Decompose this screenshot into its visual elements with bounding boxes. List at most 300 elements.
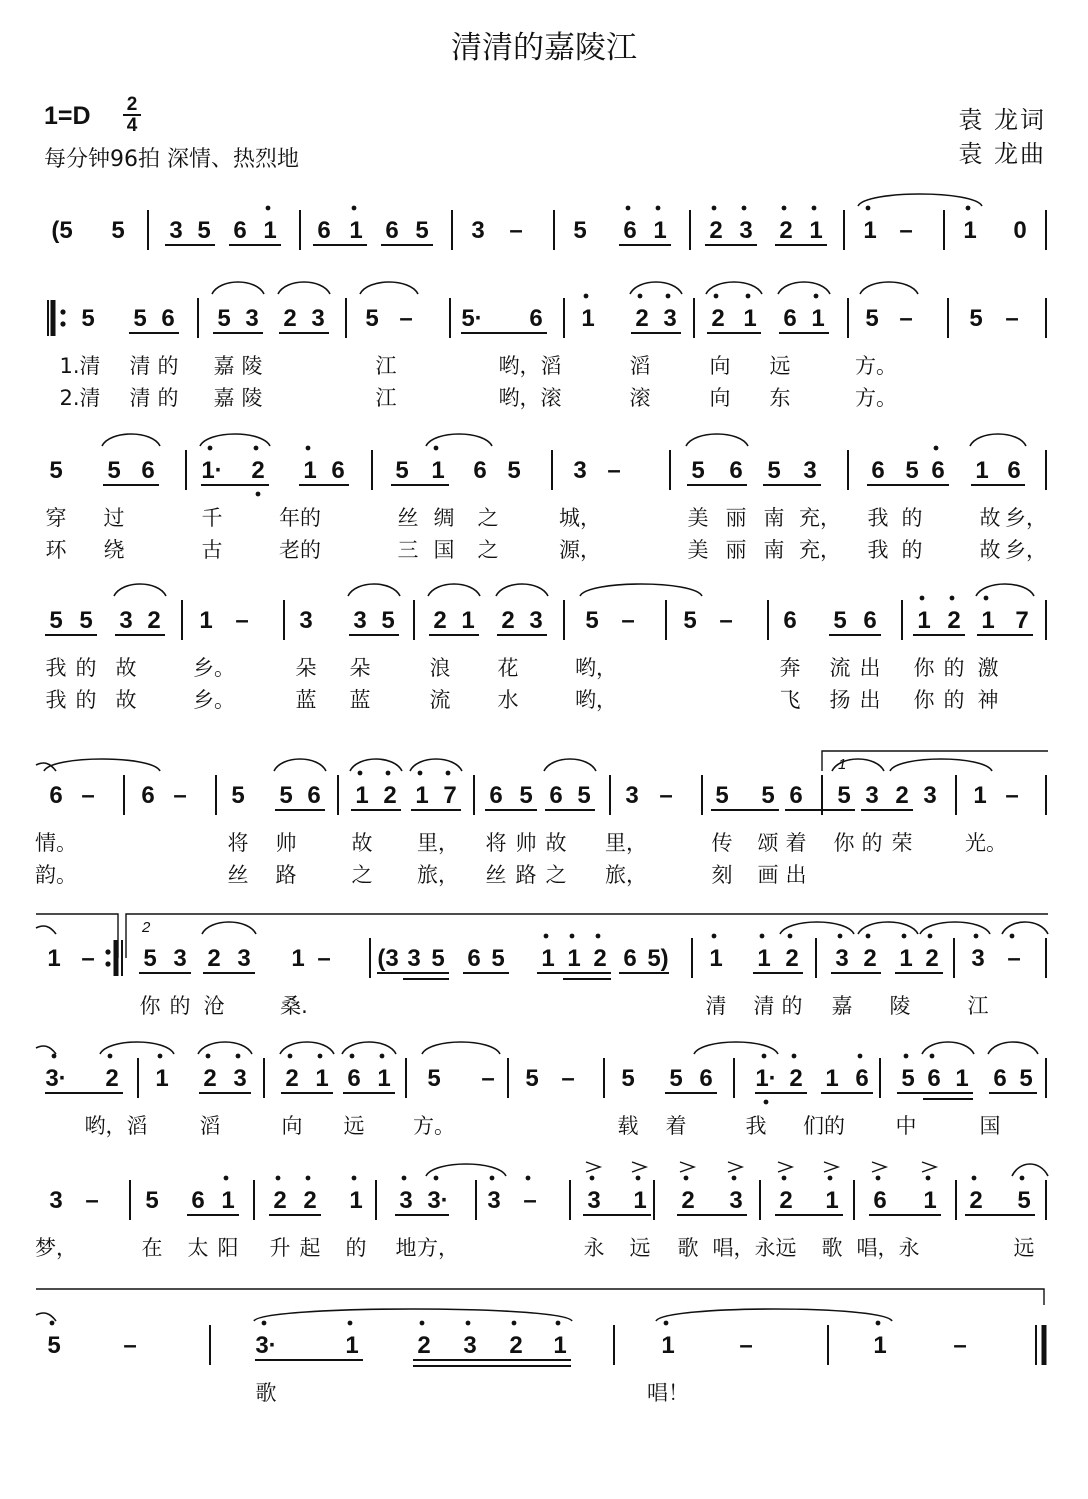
lyric-syllable: 江 bbox=[375, 354, 397, 378]
slur bbox=[922, 1042, 974, 1054]
lyric-syllable: 朵 bbox=[295, 656, 317, 680]
note: 2 bbox=[593, 945, 607, 972]
lyric-syllable: 在 bbox=[141, 1236, 163, 1260]
note: 2 bbox=[433, 607, 447, 634]
octave-dot-high bbox=[206, 1054, 211, 1059]
note: 2 bbox=[303, 1187, 317, 1214]
note: – bbox=[523, 1187, 537, 1214]
lyric-syllable: 远 bbox=[775, 1236, 797, 1260]
note: 6 bbox=[1007, 457, 1021, 484]
octave-dot-high bbox=[712, 206, 717, 211]
lyric-syllable: 奔 bbox=[779, 656, 801, 680]
note: 5 bbox=[905, 457, 919, 484]
lyric-syllable: 出 bbox=[859, 688, 881, 712]
lyric-syllable: 韵。 bbox=[35, 863, 77, 887]
note: – bbox=[953, 1332, 967, 1359]
note: 1 bbox=[567, 945, 581, 972]
note: 5 bbox=[865, 305, 879, 332]
note: 3 bbox=[119, 607, 133, 634]
slur bbox=[44, 759, 160, 771]
note: 6 bbox=[467, 945, 481, 972]
lyric-syllable: 故 bbox=[115, 656, 137, 680]
note: 2 bbox=[105, 1065, 119, 1092]
note: – bbox=[317, 945, 331, 972]
song-title: 清清的嘉陵江 bbox=[451, 30, 637, 66]
lyric-syllable: 的 bbox=[861, 831, 883, 855]
note: – bbox=[509, 217, 523, 244]
octave-dot-high bbox=[714, 294, 719, 299]
octave-dot-high bbox=[782, 206, 787, 211]
slur bbox=[890, 759, 992, 771]
note: 6 bbox=[385, 217, 399, 244]
note: 7 bbox=[443, 782, 457, 809]
slur bbox=[694, 1042, 778, 1054]
octave-dot-high bbox=[490, 1176, 495, 1181]
note: 6 bbox=[49, 782, 63, 809]
note: 3· bbox=[45, 1065, 67, 1092]
note: 6 bbox=[623, 945, 637, 972]
note: 6 bbox=[317, 217, 331, 244]
note: 1 bbox=[315, 1065, 329, 1092]
lyric-syllable: 哟， bbox=[575, 688, 617, 712]
repeat-dot bbox=[105, 949, 110, 954]
note: 5 bbox=[691, 457, 705, 484]
note: 5 bbox=[969, 305, 983, 332]
note: 1 bbox=[553, 1332, 567, 1359]
note: – bbox=[659, 782, 673, 809]
lyric-syllable: 江 bbox=[375, 386, 397, 410]
note: 1· bbox=[201, 457, 223, 484]
octave-dot-high bbox=[306, 1176, 311, 1181]
note: 2 bbox=[947, 607, 961, 634]
note: 2 bbox=[969, 1187, 983, 1214]
note: 5 bbox=[279, 782, 293, 809]
note: 2 bbox=[383, 782, 397, 809]
octave-dot-high bbox=[386, 771, 391, 776]
lyric-syllable: 南 bbox=[763, 538, 785, 562]
note: 5 bbox=[1019, 1065, 1033, 1092]
note: – bbox=[235, 607, 249, 634]
note: 3 bbox=[739, 217, 753, 244]
note: 3 bbox=[169, 217, 183, 244]
lyric-syllable: 我 bbox=[745, 1114, 767, 1138]
note: 6 bbox=[783, 607, 797, 634]
note: 2 bbox=[207, 945, 221, 972]
lyric-syllable: 里， bbox=[417, 831, 459, 855]
note: 2 bbox=[779, 1187, 793, 1214]
note: 2 bbox=[635, 305, 649, 332]
octave-dot-high bbox=[732, 1176, 737, 1181]
lyric-syllable: 方， bbox=[417, 1236, 459, 1260]
note: 5 bbox=[395, 457, 409, 484]
accent-mark bbox=[778, 1162, 792, 1172]
lyric-syllable: 清 bbox=[705, 994, 727, 1018]
lyric-syllable: 丝 bbox=[227, 863, 249, 887]
lyric-syllable: 出 bbox=[859, 656, 881, 680]
slur bbox=[428, 584, 480, 596]
lyric-syllable: 的 bbox=[157, 386, 179, 410]
note: 5 bbox=[49, 607, 63, 634]
note: 6 bbox=[161, 305, 175, 332]
note: 6 bbox=[863, 607, 877, 634]
note: 5 bbox=[491, 945, 505, 972]
note: 5 bbox=[431, 945, 445, 972]
lyric-syllable: 太 bbox=[187, 1236, 209, 1260]
octave-dot-high bbox=[636, 1176, 641, 1181]
lyric-syllable: 滔 bbox=[199, 1114, 221, 1138]
note: 3 bbox=[865, 782, 879, 809]
lyric-syllable: 流 bbox=[829, 656, 851, 680]
octave-dot-high bbox=[352, 206, 357, 211]
octave-dot-high bbox=[876, 1176, 881, 1181]
note: 6 bbox=[931, 457, 945, 484]
lyric-syllable: 哟，滔 bbox=[498, 354, 562, 378]
note: 3 bbox=[471, 217, 485, 244]
note: 1 bbox=[263, 217, 277, 244]
lyric-syllable: 的 bbox=[943, 656, 965, 680]
lyric-syllable: 我 bbox=[867, 506, 889, 530]
note: – bbox=[719, 607, 733, 634]
lyric-syllable: 国 bbox=[433, 538, 455, 562]
note: 5 bbox=[143, 945, 157, 972]
note: 1 bbox=[825, 1065, 839, 1092]
lyric-syllable: 2.清 bbox=[59, 386, 101, 410]
slur bbox=[988, 1042, 1038, 1054]
note: 5 bbox=[507, 457, 521, 484]
note: 1 bbox=[291, 945, 305, 972]
octave-dot-high bbox=[762, 1054, 767, 1059]
slur bbox=[410, 759, 462, 771]
slur bbox=[976, 584, 1034, 596]
note: 3 bbox=[353, 607, 367, 634]
note: – bbox=[1005, 782, 1019, 809]
note: 3 bbox=[625, 782, 639, 809]
note: 5 bbox=[621, 1065, 635, 1092]
note: 6 bbox=[993, 1065, 1007, 1092]
note: 1 bbox=[415, 782, 429, 809]
note: 6 bbox=[331, 457, 345, 484]
lyric-syllable: 帅 bbox=[515, 831, 537, 855]
note: 2 bbox=[925, 945, 939, 972]
note: 6 bbox=[549, 782, 563, 809]
lyric-syllable: 浪 bbox=[429, 656, 451, 680]
octave-dot-high bbox=[544, 934, 549, 939]
note: 2 bbox=[789, 1065, 803, 1092]
lyric-syllable: 流 bbox=[429, 688, 451, 712]
note: 2 bbox=[863, 945, 877, 972]
lyric-syllable: 光。 bbox=[965, 831, 1007, 855]
octave-dot-high bbox=[556, 1321, 561, 1326]
slur bbox=[202, 922, 256, 934]
lyric-syllable: 升 bbox=[269, 1236, 291, 1260]
octave-dot-high bbox=[348, 1321, 353, 1326]
lyric-syllable: 故 bbox=[351, 831, 373, 855]
octave-dot-high bbox=[380, 1054, 385, 1059]
slur bbox=[274, 759, 326, 771]
lyric-syllable: 乡， bbox=[1005, 506, 1047, 530]
note: 3 bbox=[971, 945, 985, 972]
octave-dot-high bbox=[352, 1176, 357, 1181]
note: 6 bbox=[233, 217, 247, 244]
repeat-dot bbox=[60, 309, 65, 314]
lyric-syllable: 绸 bbox=[433, 506, 455, 530]
lyric-syllable: 乡， bbox=[1005, 538, 1047, 562]
lyric-syllable: 的 bbox=[75, 688, 97, 712]
lyric-syllable: 将 bbox=[227, 831, 249, 855]
lyric-syllable: 桑. bbox=[280, 994, 308, 1018]
note: – bbox=[899, 305, 913, 332]
octave-dot-high bbox=[590, 1176, 595, 1181]
note: 3 bbox=[299, 607, 313, 634]
lyric-syllable: 故 bbox=[979, 506, 1001, 530]
lyric-syllable: 神 bbox=[977, 688, 999, 712]
note: 1 bbox=[349, 1187, 363, 1214]
note: 5 bbox=[767, 457, 781, 484]
slur bbox=[342, 1042, 396, 1054]
note: (5 bbox=[51, 217, 73, 244]
key-signature: 1=D bbox=[44, 102, 91, 130]
note: 6 bbox=[699, 1065, 713, 1092]
lyric-syllable: 之 bbox=[477, 506, 499, 530]
octave-dot-high bbox=[866, 934, 871, 939]
tie-continuation bbox=[36, 926, 56, 934]
lyric-syllable: 永 bbox=[583, 1236, 605, 1260]
accent-mark bbox=[824, 1162, 838, 1172]
octave-dot-low bbox=[256, 492, 261, 497]
meter-top: 2 bbox=[126, 94, 138, 115]
note: 5 bbox=[585, 607, 599, 634]
note: (3 bbox=[377, 945, 399, 972]
slur bbox=[100, 1042, 174, 1054]
lyric-syllable: 滚 bbox=[629, 386, 651, 410]
lyric-syllable: 故 bbox=[979, 538, 1001, 562]
lyric-syllable: 情。 bbox=[35, 831, 77, 855]
lyric-syllable: 飞 bbox=[779, 688, 801, 712]
octave-dot-high bbox=[972, 1176, 977, 1181]
octave-dot-high bbox=[596, 934, 601, 939]
note: 3 bbox=[463, 1332, 477, 1359]
lyric-syllable: 之 bbox=[351, 863, 373, 887]
note: 6 bbox=[623, 217, 637, 244]
note: – bbox=[1007, 945, 1021, 972]
note: 2 bbox=[785, 945, 799, 972]
octave-dot-high bbox=[656, 206, 661, 211]
note: 1 bbox=[809, 217, 823, 244]
octave-dot-high bbox=[52, 1054, 57, 1059]
octave-dot-high bbox=[904, 1054, 909, 1059]
lyric-syllable: 你 bbox=[139, 994, 161, 1018]
slur bbox=[496, 584, 548, 596]
octave-dot-high bbox=[306, 446, 311, 451]
note: 6 bbox=[141, 457, 155, 484]
note: 6 bbox=[191, 1187, 205, 1214]
lyric-syllable: 向 bbox=[709, 354, 731, 378]
lyric-syllable: 1.清 bbox=[59, 354, 101, 378]
lyric-syllable: 年的 bbox=[279, 506, 321, 530]
note: 1 bbox=[661, 1332, 675, 1359]
lyric-syllable: 路 bbox=[515, 863, 537, 887]
note: 1 bbox=[963, 217, 977, 244]
octave-dot-high bbox=[782, 1176, 787, 1181]
note: 1 bbox=[873, 1332, 887, 1359]
slur bbox=[686, 434, 748, 446]
accent-mark bbox=[872, 1162, 886, 1172]
lyric-syllable: 哟， bbox=[575, 656, 617, 680]
note: 6 bbox=[473, 457, 487, 484]
note: 1 bbox=[47, 945, 61, 972]
note: – bbox=[621, 607, 635, 634]
note: 2 bbox=[501, 607, 515, 634]
note: 5 bbox=[415, 217, 429, 244]
slur bbox=[920, 922, 990, 934]
octave-dot-low bbox=[764, 1100, 769, 1105]
lyric-syllable: 方。 bbox=[855, 386, 897, 410]
lyric-syllable: 之 bbox=[545, 863, 567, 887]
volta-1-number: 1 bbox=[838, 756, 847, 773]
octave-dot-high bbox=[418, 771, 423, 776]
lyric-syllable: 环 bbox=[45, 538, 67, 562]
lyric-syllable: 丝 bbox=[485, 863, 507, 887]
slur bbox=[102, 434, 160, 446]
octave-dot-high bbox=[974, 934, 979, 939]
octave-dot-high bbox=[434, 1176, 439, 1181]
octave-dot-high bbox=[926, 1176, 931, 1181]
lyric-syllable: 着 bbox=[665, 1114, 687, 1138]
note: – bbox=[481, 1065, 495, 1092]
note: 1 bbox=[377, 1065, 391, 1092]
note: 5 bbox=[1017, 1187, 1031, 1214]
octave-dot-high bbox=[930, 1054, 935, 1059]
lyric-syllable: 的 bbox=[157, 354, 179, 378]
note: 3 bbox=[49, 1187, 63, 1214]
note: 2 bbox=[273, 1187, 287, 1214]
lyric-syllable: 将 bbox=[485, 831, 507, 855]
octave-dot-high bbox=[570, 934, 575, 939]
note: 5 bbox=[49, 457, 63, 484]
slur bbox=[422, 1042, 500, 1054]
lyric-syllable: 荣 bbox=[891, 831, 913, 855]
lyric-syllable: 激 bbox=[977, 656, 999, 680]
volta-2-number: 2 bbox=[142, 919, 151, 936]
slur bbox=[254, 1309, 572, 1321]
note: 6 bbox=[307, 782, 321, 809]
note: 5 bbox=[427, 1065, 441, 1092]
octave-dot-high bbox=[828, 1176, 833, 1181]
octave-dot-high bbox=[746, 294, 751, 299]
note: 6 bbox=[141, 782, 155, 809]
note: 3 bbox=[663, 305, 677, 332]
slur bbox=[426, 1164, 506, 1176]
lyric-syllable: 丝 bbox=[397, 506, 419, 530]
lyric-syllable: 的 bbox=[901, 538, 923, 562]
note: 5 bbox=[81, 305, 95, 332]
note: 3· bbox=[255, 1332, 277, 1359]
note: 3 bbox=[803, 457, 817, 484]
note: 1 bbox=[345, 1332, 359, 1359]
lyric-syllable: 美 bbox=[687, 506, 709, 530]
octave-dot-high bbox=[402, 1176, 407, 1181]
note: – bbox=[123, 1332, 137, 1359]
slur bbox=[780, 922, 854, 934]
lyric-syllable: 扬 bbox=[829, 688, 851, 712]
lyric-syllable: 里， bbox=[605, 831, 647, 855]
lyric-syllable: 梦， bbox=[35, 1236, 77, 1260]
octave-dot-high bbox=[108, 1054, 113, 1059]
note: 1 bbox=[431, 457, 445, 484]
lyric-syllable: 哟，滔 bbox=[84, 1114, 148, 1138]
lyric-syllable: 旅， bbox=[605, 863, 647, 887]
lyric-syllable: 着 bbox=[785, 831, 807, 855]
lyric-syllable: 你 bbox=[913, 656, 935, 680]
lyric-syllable: 嘉 bbox=[831, 994, 853, 1018]
slur bbox=[280, 1042, 334, 1054]
octave-dot-high bbox=[350, 1054, 355, 1059]
lyric-syllable: 的 bbox=[75, 656, 97, 680]
note: 5 bbox=[519, 782, 533, 809]
octave-dot-high bbox=[866, 206, 871, 211]
tie-continuation bbox=[36, 1046, 56, 1054]
octave-dot-high bbox=[876, 1321, 881, 1326]
slur bbox=[860, 282, 918, 294]
octave-dot-high bbox=[760, 934, 765, 939]
lyric-syllable: 清 bbox=[753, 994, 775, 1018]
note: 5 bbox=[715, 782, 729, 809]
slur bbox=[544, 759, 596, 771]
lyric-syllable: 旅， bbox=[417, 863, 459, 887]
tempo-marking: 每分钟96拍 深情、热烈地 bbox=[44, 147, 299, 172]
octave-dot-high bbox=[950, 596, 955, 601]
octave-dot-high bbox=[512, 1321, 517, 1326]
note: 1 bbox=[461, 607, 475, 634]
note: 2 bbox=[283, 305, 297, 332]
note: 2 bbox=[203, 1065, 217, 1092]
octave-dot-high bbox=[466, 1321, 471, 1326]
note: 1 bbox=[923, 1187, 937, 1214]
octave-dot-high bbox=[224, 1176, 229, 1181]
note: – bbox=[81, 782, 95, 809]
note: – bbox=[173, 782, 187, 809]
slur bbox=[656, 1309, 892, 1321]
octave-dot-high bbox=[812, 206, 817, 211]
meter-bottom: 4 bbox=[126, 115, 138, 136]
tie-continuation bbox=[36, 1313, 56, 1321]
note: 5 bbox=[217, 305, 231, 332]
note: 3 bbox=[399, 1187, 413, 1214]
note: 5 bbox=[107, 457, 121, 484]
octave-dot-high bbox=[266, 206, 271, 211]
note: 2 bbox=[509, 1332, 523, 1359]
note: 6 bbox=[529, 305, 543, 332]
lyric-syllable: 方。 bbox=[413, 1114, 455, 1138]
note: 6 bbox=[789, 782, 803, 809]
octave-dot-high bbox=[934, 446, 939, 451]
volta-1-bracket bbox=[822, 751, 1048, 771]
lyric-syllable: 丽 bbox=[725, 506, 747, 530]
note: 1 bbox=[955, 1065, 969, 1092]
slur bbox=[348, 584, 400, 596]
note: 6 bbox=[729, 457, 743, 484]
note: 1 bbox=[757, 945, 771, 972]
octave-dot-high bbox=[928, 934, 933, 939]
note: 5) bbox=[647, 945, 669, 972]
lyric-syllable: 路 bbox=[275, 863, 297, 887]
octave-dot-high bbox=[984, 596, 989, 601]
note: 2 bbox=[895, 782, 909, 809]
note: 5 bbox=[837, 782, 851, 809]
note: – bbox=[399, 305, 413, 332]
lyric-syllable: 的 bbox=[781, 994, 803, 1018]
lyric-syllable: 故 bbox=[115, 688, 137, 712]
